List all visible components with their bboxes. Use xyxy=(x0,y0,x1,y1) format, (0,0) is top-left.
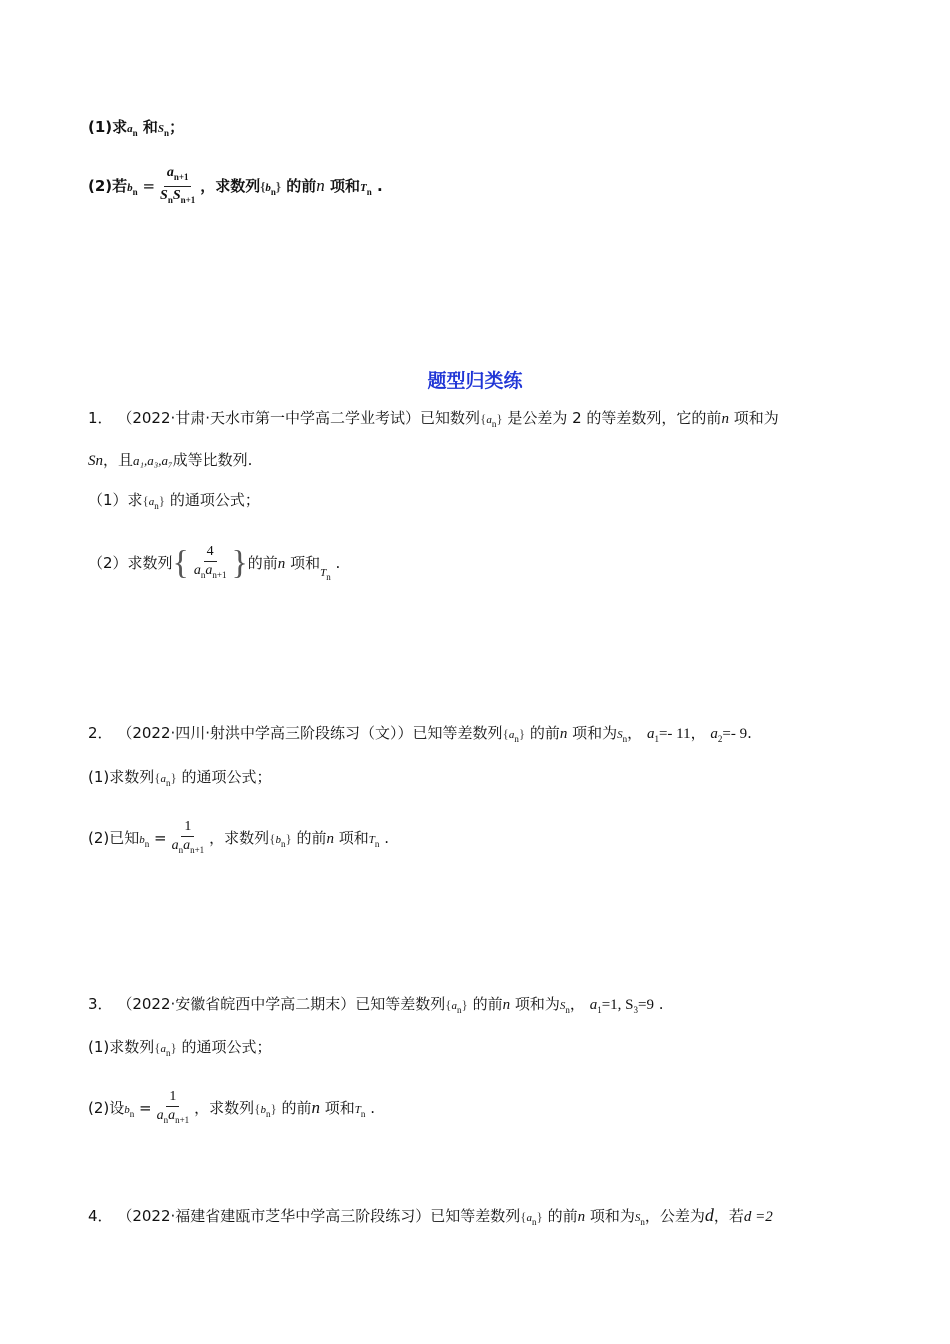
problem-3-q1: (1)求数列$\{a_n\}$ 的通项公式； xyxy=(88,1038,272,1058)
intro-q1: (1)求$a_n$ 和$S_n$； xyxy=(88,118,185,138)
problem-2-q2: (2)已知$b_n$ = $\frac{1}{a_na_{n+1}}$ ，求数列$\{b_n\}$ 的前n 项和$T_n$ . xyxy=(88,818,389,859)
problem-1-q1: （1）求$\{a_n\}$ 的通项公式； xyxy=(88,491,260,511)
problem-4-stem: 4． （2022·福建省建瓯市芝华中学高三阶段练习）已知等差数列$\{a_n\}$ 的前n 项和为$S_n$，公差为d，若d =2 xyxy=(88,1205,773,1227)
problem-1-fraction: $\frac{4}{a_na_{n+1}}$ xyxy=(193,544,227,580)
problem-2-stem: 2． （2022·四川·射洪中学高三阶段练习（文））已知等差数列$\{a_n\}$ 的前n 项和为$S_n$， $a_1=-$ 11， $a_2=-$ 9. xyxy=(88,724,752,744)
problem-3-fraction: $\frac{1}{a_na_{n+1}}$ xyxy=(156,1089,190,1125)
problem-1-stem: 1． （2022·甘肃·天水市第一中学高二学业考试）已知数列$\{a_n\}$ 是公差为 2 的等差数列，它的前n 项和为 xyxy=(88,409,779,429)
intro-q2: (2)若$b_n$ = $\frac{a_{n+1}}{S_nS_{n+1}}$ ，求数列$\{b_n\}$ 的前n 项和$T_n$ . xyxy=(88,164,383,209)
problem-3-stem: 3． （2022·安徽省皖西中学高二期末）已知等差数列$\{a_n\}$ 的前n 项和为$S_n$， $a_1=1$, $S_3=9$ . xyxy=(88,995,664,1015)
problem-2-fraction: $\frac{1}{a_na_{n+1}}$ xyxy=(171,819,205,855)
problem-1-stem-line2: Sn，且a₁,a₃,a₇成等比数列. xyxy=(88,451,253,469)
problem-1-q2: （2）求数列{ $\frac{4}{a_na_{n+1}}$ }的前n 项和$_{T_n}$ . xyxy=(88,544,341,582)
problem-3-q2: (2)设$b_n$ = $\frac{1}{a_na_{n+1}}$ ，求数列$\{b_n\}$ 的前n 项和$T_n$ . xyxy=(88,1088,375,1129)
section-title: 题型归类练 xyxy=(427,370,523,392)
problem-2-q1: (1)求数列$\{a_n\}$ 的通项公式； xyxy=(88,768,272,788)
intro-fraction: $\frac{a_{n+1}}{S_nS_{n+1}}$ xyxy=(160,165,196,205)
